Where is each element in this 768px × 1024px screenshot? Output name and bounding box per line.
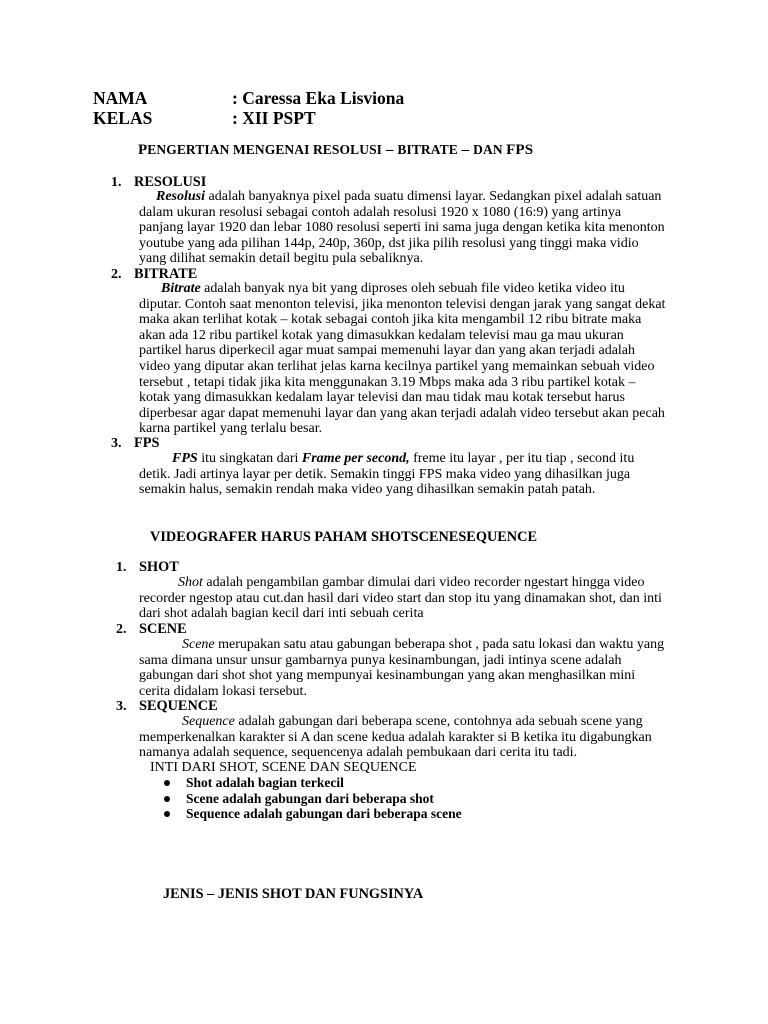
- kelas-label: KELAS: [93, 108, 153, 128]
- text-line: sama dimana unsur unsur gambarnya punya kesinambungan, jadi intinya scene adalah: [139, 652, 622, 668]
- text-line: yang dilihat semakin detail begitu pula sebaliknya.: [139, 251, 424, 267]
- summary-title: INTI DARI SHOT, SCENE DAN SEQUENCE: [150, 760, 417, 775]
- bullet-text: Sequence adalah gabungan dari beberapa scene: [186, 806, 462, 821]
- title-initial: P: [138, 142, 148, 158]
- text-line: adalah gabungan dari beberapa scene, contohnya ada sebuah scene yang: [234, 714, 643, 729]
- term-shot: Shot: [178, 575, 203, 590]
- bullet-text: Scene adalah gabungan dari beberapa shot: [186, 790, 434, 806]
- text-line: memperkenalkan karakter si A dan scene kedua adalah karakter si B ketika itu digabungkan: [139, 729, 652, 745]
- term-fps: FPS: [172, 451, 198, 466]
- text-line: adalah banyaknya pixel pada suatu dimensi layar. Sedangkan pixel adalah satuan: [205, 189, 662, 204]
- title-fps: FPS: [506, 142, 534, 158]
- nama-value: : Caressa Eka Lisviona: [232, 88, 405, 108]
- bullet-icon: [164, 796, 170, 802]
- term-bitrate: Bitrate: [161, 281, 201, 296]
- term-scene: Scene: [182, 637, 215, 652]
- term-frame-per-second: Frame per second,: [301, 451, 410, 466]
- paragraph-sequence: [139, 714, 652, 761]
- text-line: dalam ukuran resolusi sebagai contoh adalah resolusi 1920 x 1080 (16:9) yang artinya: [139, 204, 622, 220]
- section-title-videografer: VIDEOGRAFER HARUS PAHAM SHOTSCENESEQUENCE: [150, 529, 537, 545]
- text-line: diperbesar agar dapat memenuhi layar dan yang akan terjadi adalah video tersebut akan pecah: [139, 405, 665, 421]
- title-bitrate: BITRATE: [397, 142, 458, 157]
- title-dash-2: –: [457, 142, 474, 158]
- text-line: video yang diputar akan terlihat jelas karna kecilnya partikel yang memainkan sebuah video: [139, 358, 655, 374]
- item-heading-fps: FPS: [134, 435, 160, 451]
- term-sequence: Sequence: [182, 714, 235, 729]
- item-heading-bitrate: BITRATE: [134, 266, 198, 282]
- paragraph-fps: [139, 451, 634, 498]
- summary-bullet-list: [186, 775, 462, 822]
- text-line: partikel harus diperkecil agar muat sampai memenuhi layar dan yang akan terjadi adalah: [139, 343, 636, 359]
- bullet-text: Shot adalah bagian terkecil: [186, 775, 344, 790]
- text-line: itu singkatan dari: [197, 451, 302, 466]
- list-number: 1.: [116, 560, 127, 575]
- item-heading-shot: SHOT: [139, 559, 179, 575]
- text-line: semakin halus, semakin rendah maka video yang dihasilkan semakin patah patah.: [139, 482, 596, 498]
- paragraph-shot: [139, 575, 662, 622]
- text-line: recorder ngestop atau cut.dan hasil dari video start dan stop itu yang dinamakan shot, dan inti: [139, 590, 662, 606]
- paragraph-bitrate: [139, 281, 665, 437]
- kelas-value: : XII PSPT: [232, 108, 316, 128]
- text-line: gabungan dari shot shot yang mempunyai kesinambungan yang akan menghasilkan mini: [139, 668, 636, 684]
- list-number: 3.: [116, 699, 127, 714]
- paragraph-scene: [139, 637, 664, 699]
- item-heading-scene: SCENE: [139, 621, 187, 637]
- list-number: 3.: [111, 436, 122, 451]
- item-heading-sequence: SEQUENCE: [139, 698, 218, 714]
- section-title-jenis-shot: JENIS – JENIS SHOT DAN FUNGSINYA: [163, 886, 424, 902]
- text-line: cerita didalam lokasi tersebut.: [139, 683, 307, 699]
- title-dash-1: –: [382, 142, 398, 158]
- list-number: 1.: [111, 175, 122, 190]
- title-dan: DAN: [473, 142, 507, 157]
- text-line: freme itu layar , per itu tiap , second itu: [409, 451, 635, 466]
- text-line: dari shot adalah bagian kecil dari inti sebuah cerita: [139, 606, 424, 622]
- bullet-icon: [164, 780, 170, 786]
- text-line: panjang layar 1920 dan lebar 1080 resolusi seperti ini sama juga dengan ketika kita menonton: [139, 220, 665, 236]
- paragraph-resolusi: [139, 189, 665, 267]
- item-heading-resolusi: RESOLUSI: [134, 174, 207, 190]
- document-title: [138, 142, 533, 159]
- list-item: [186, 791, 462, 807]
- list-item: [186, 806, 462, 822]
- text-line: karna partikel yang terlalu besar.: [139, 421, 323, 437]
- text-line: diputar. Contoh saat menonton televisi, jika menonton televisi dengan jarak yang sangat dekat: [139, 296, 666, 312]
- text-line: namanya adalah sequence, sequencenya adalah pembukaan dari cerita itu tadi.: [139, 745, 578, 761]
- text-line: detik. Jadi artinya layar per detik. Semakin tinggi FPS maka video yang dihasilkan juga: [139, 466, 631, 482]
- text-line: merupakan satu atau gabungan beberapa shot , pada satu lokasi dan waktu yang: [214, 637, 665, 652]
- bullet-icon: [164, 811, 170, 817]
- text-line: youtube yang ada pilihan 144p, 240p, 360p, dst jika pilih resolusi yang tinggi maka vidio: [139, 235, 639, 251]
- text-line: tersebut , tetapi tidak jika kita menggunakan 3.19 Mbps maka ada 3 ribu partikel kotak –: [139, 374, 636, 390]
- list-number: 2.: [116, 622, 127, 637]
- text-line: adalah pengambilan gambar dimulai dari video recorder ngestart hingga video: [202, 575, 645, 590]
- text-line: adalah banyak nya bit yang diproses oleh sebuah file video ketika video itu: [200, 281, 625, 296]
- text-line: akan ada 12 ribu partikel kotak yang dimasukkan kedalam televisi mau ga mau ukuran: [139, 327, 624, 343]
- list-number: 2.: [111, 267, 122, 282]
- nama-label: NAMA: [93, 88, 148, 108]
- text-line: maka akan terlihat kotak – kotak sebagai contoh jika kita mengambil 12 ribu bitrate maka: [139, 312, 642, 328]
- title-rest: ENGERTIAN MENGENAI RESOLUSI: [147, 142, 383, 157]
- term-resolusi: Resolusi: [156, 189, 206, 204]
- list-item: [186, 775, 462, 791]
- text-line: kotak yang dimasukkan kedalam layar televisi dan mau tidak mau kotak tersebut harus: [139, 390, 625, 406]
